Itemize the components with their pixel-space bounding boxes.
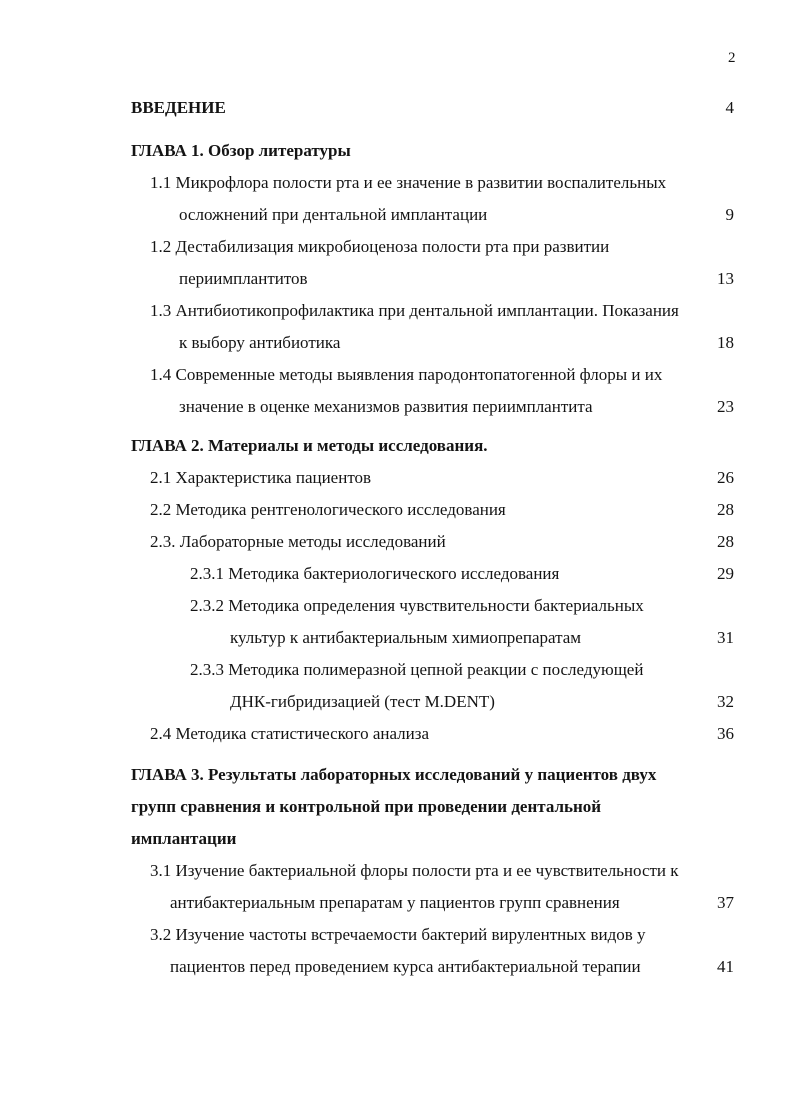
toc-ch2-s31: 2.3.1 Методика бактериологического исследования xyxy=(190,564,560,583)
toc-ch2-s4: 2.4 Методика статистического анализа xyxy=(150,724,430,743)
toc-ch1-s2-line2: периимплантитов xyxy=(179,269,308,288)
toc-ch2-s33-line2: ДНК-гибридизацией (тест M.DENT) xyxy=(230,692,495,711)
toc-ch1-s1-line1: 1.1 Микрофлора полости рта и ее значение в развитии воспалительных xyxy=(150,173,667,192)
toc-ch3-s2-line2: пациентов перед проведением курса антибактериальной терапии xyxy=(170,957,641,976)
toc-ch1-s3-line2: к выбору антибиотика xyxy=(179,333,341,352)
toc-ch1-s4-page: 23 xyxy=(717,397,734,416)
toc-ch2-s32-line2: культур к антибактериальным химиопрепаратам xyxy=(230,628,582,647)
toc-ch3-s1-line1: 3.1 Изучение бактериальной флоры полости рта и ее чувствительности к xyxy=(150,861,679,880)
toc-ch2-s32-line1: 2.3.2 Методика определения чувствительности бактериальных xyxy=(190,596,644,615)
toc-ch2-s2: 2.2 Методика рентгенологического исследования xyxy=(150,500,506,519)
toc-ch2-s1-page: 26 xyxy=(717,468,734,487)
toc-ch2-s33-page: 32 xyxy=(717,692,734,711)
toc-ch2-title: ГЛАВА 2. Материалы и методы исследования. xyxy=(131,436,488,455)
toc-ch1-title: ГЛАВА 1. Обзор литературы xyxy=(131,141,351,160)
toc-ch3-title-line1: ГЛАВА 3. Результаты лабораторных исследований у пациентов двух xyxy=(131,765,657,784)
toc-ch2-s33-line1: 2.3.3 Методика полимеразной цепной реакции с последующей xyxy=(190,660,644,679)
toc-ch1-s3-line1: 1.3 Антибиотикопрофилактика при дентальной имплантации. Показания xyxy=(150,301,679,320)
toc-ch2-s2-page: 28 xyxy=(717,500,734,519)
toc-ch1-s1-line2: осложнений при дентальной имплантации xyxy=(179,205,488,224)
toc-ch3-s2-line1: 3.2 Изучение частоты встречаемости бактерий вирулентных видов у xyxy=(150,925,646,944)
toc-intro-page: 4 xyxy=(725,98,734,117)
toc-ch2-s31-page: 29 xyxy=(717,564,734,583)
toc-ch3-title-line2: групп сравнения и контрольной при проведении дентальной xyxy=(131,797,602,816)
page-number: 2 xyxy=(728,50,736,66)
toc-ch2-s3: 2.3. Лабораторные методы исследований xyxy=(150,532,446,551)
toc-ch2-s32-page: 31 xyxy=(717,628,734,647)
toc-ch2-s4-page: 36 xyxy=(717,724,734,743)
toc-ch2-s3-page: 28 xyxy=(717,532,734,551)
toc-ch1-s4-line2: значение в оценке механизмов развития периимплантита xyxy=(179,397,593,416)
toc-ch1-s3-page: 18 xyxy=(717,333,734,352)
toc-ch1-s1-page: 9 xyxy=(725,205,734,224)
toc-ch1-s2-page: 13 xyxy=(717,269,734,288)
toc-ch3-s1-page: 37 xyxy=(717,893,734,912)
toc-ch3-s2-page: 41 xyxy=(717,957,734,976)
toc-ch2-s1: 2.1 Характеристика пациентов xyxy=(150,468,372,487)
toc-intro-title: ВВЕДЕНИЕ xyxy=(131,98,226,117)
toc-ch3-s1-line2: антибактериальным препаратам у пациентов групп сравнения xyxy=(170,893,620,912)
toc-ch3-title-line3: имплантации xyxy=(131,829,237,848)
toc-ch1-s4-line1: 1.4 Современные методы выявления пародонтопатогенной флоры и их xyxy=(150,365,663,384)
toc-ch1-s2-line1: 1.2 Дестабилизация микробиоценоза полости рта при развитии xyxy=(150,237,610,256)
